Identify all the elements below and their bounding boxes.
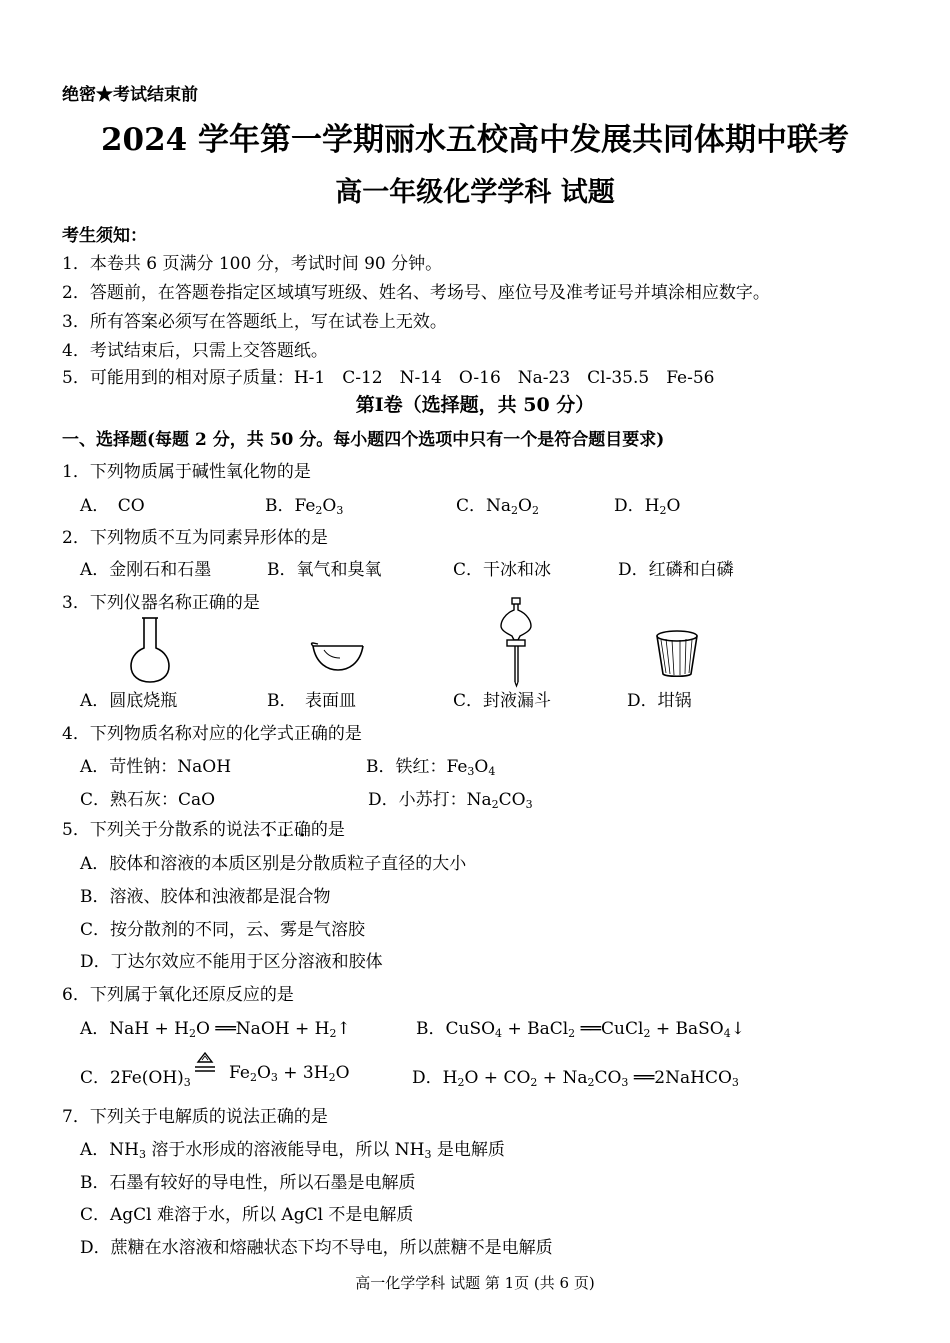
notice-item: 2．答题前，在答题卷指定区域填写班级、姓名、考场号、座位号及准考证号并填涂相应数字。: [62, 283, 770, 303]
option-c-products: $Fe_2O_3 + 3H_2O$: [229, 1063, 350, 1084]
option-a: A． CO: [80, 496, 145, 516]
page-footer: 高一化学学科 试题 第 1页 (共 6 页): [355, 1274, 595, 1292]
secret-label: 绝密★考试结束前: [62, 85, 198, 105]
option-c: C．封液漏斗: [453, 691, 552, 711]
question-stem: 7．下列关于电解质的说法正确的是: [62, 1107, 328, 1127]
option-a: A．$NH_3$ 溶于水形成的溶液能导电，所以 $NH_3$ 是电解质: [80, 1140, 505, 1161]
option-b: B． 表面皿: [267, 691, 356, 711]
option-a: A．金刚石和石墨: [80, 560, 212, 580]
question-stem: 1．下列物质属于碱性氧化物的是: [62, 462, 311, 482]
option-b: B．铁红：$Fe_3O_4$: [366, 757, 496, 778]
heating-equals-icon: [193, 1051, 217, 1077]
question-stem: 6．下列属于氧化还原反应的是: [62, 985, 294, 1005]
option-c: C．$Na_2O_2$: [456, 496, 539, 517]
option-d: D．$H_2O + CO_2 + Na_2CO_3$ ══2NaHCO$_3$: [412, 1068, 739, 1089]
round-bottom-flask-icon: [128, 616, 172, 684]
crucible-icon: [654, 628, 700, 680]
notice-item: 1．本卷共 6 页满分 100 分，考试时间 90 分钟。: [62, 254, 443, 274]
evaporating-dish-icon: [310, 640, 366, 672]
question-stem: 4．下列物质名称对应的化学式正确的是: [62, 724, 362, 744]
option-d: D．蔗糖在水溶液和熔融状态下均不导电，所以蔗糖不是电解质: [80, 1238, 553, 1258]
notice-item: 4．考试结束后，只需上交答题纸。: [62, 341, 328, 361]
question-stem: 5．下列关于分散系的说法不正确的是: [62, 820, 345, 840]
option-c: C．$2Fe(OH)_3$: [80, 1068, 191, 1089]
option-b: B．溶液、胶体和浊液都是混合物: [80, 887, 331, 907]
option-d: D．红磷和白磷: [618, 560, 734, 580]
section-title: 第Ⅰ卷（选择题，共 50 分）: [355, 394, 595, 416]
question-stem: 2．下列物质不互为同素异形体的是: [62, 528, 328, 548]
notice-heading: 考生须知：: [62, 226, 147, 246]
option-c: C．AgCl 难溶于水，所以 AgCl 不是电解质: [80, 1205, 414, 1225]
question-stem: 3．下列仪器名称正确的是: [62, 593, 260, 613]
option-a: A．圆底烧瓶: [80, 691, 178, 711]
option-c: C．熟石灰：CaO: [80, 790, 216, 810]
part-heading: 一、选择题(每题 2 分，共 50 分。每小题四个选项中只有一个是符合题目要求): [62, 430, 665, 450]
option-c: C．干冰和冰: [453, 560, 552, 580]
option-a: A．胶体和溶液的本质区别是分散质粒子直径的大小: [80, 854, 467, 874]
option-d: D．丁达尔效应不能用于区分溶液和胶体: [80, 952, 383, 972]
option-b: B．CuSO$_4$ + BaCl$_2$ ══CuCl$_2$ + BaSO$_4$↓: [416, 1019, 745, 1040]
option-a: A．苛性钠：NaOH: [80, 757, 232, 777]
option-b: B．$Fe_2O_3$: [265, 496, 344, 517]
option-a: A．NaH + $H_2O$ ══NaOH + $H_2↑$: [80, 1019, 351, 1040]
separatory-funnel-icon: [498, 596, 534, 688]
notice-item: 3．所有答案必须写在答题纸上，写在试卷上无效。: [62, 312, 447, 332]
notice-item: 5．可能用到的相对原子质量：H-1 C-12 N-14 O-16 Na-23 Cl-35.5 Fe-56: [62, 368, 715, 388]
option-c: C．按分散剂的不同，云、雾是气溶胶: [80, 920, 366, 940]
option-d: D．小苏打：$Na_2CO_3$: [368, 790, 533, 811]
exam-subtitle: 高一年级化学学科 试题: [335, 177, 615, 208]
option-b: B．石墨有较好的导电性，所以石墨是电解质: [80, 1173, 416, 1193]
option-b: B．氧气和臭氧: [267, 560, 382, 580]
exam-title: 2024 学年第一学期丽水五校高中发展共同体期中联考: [100, 122, 850, 158]
option-d: D．坩锅: [627, 691, 692, 711]
option-d: D．$H_2O$: [614, 496, 681, 517]
